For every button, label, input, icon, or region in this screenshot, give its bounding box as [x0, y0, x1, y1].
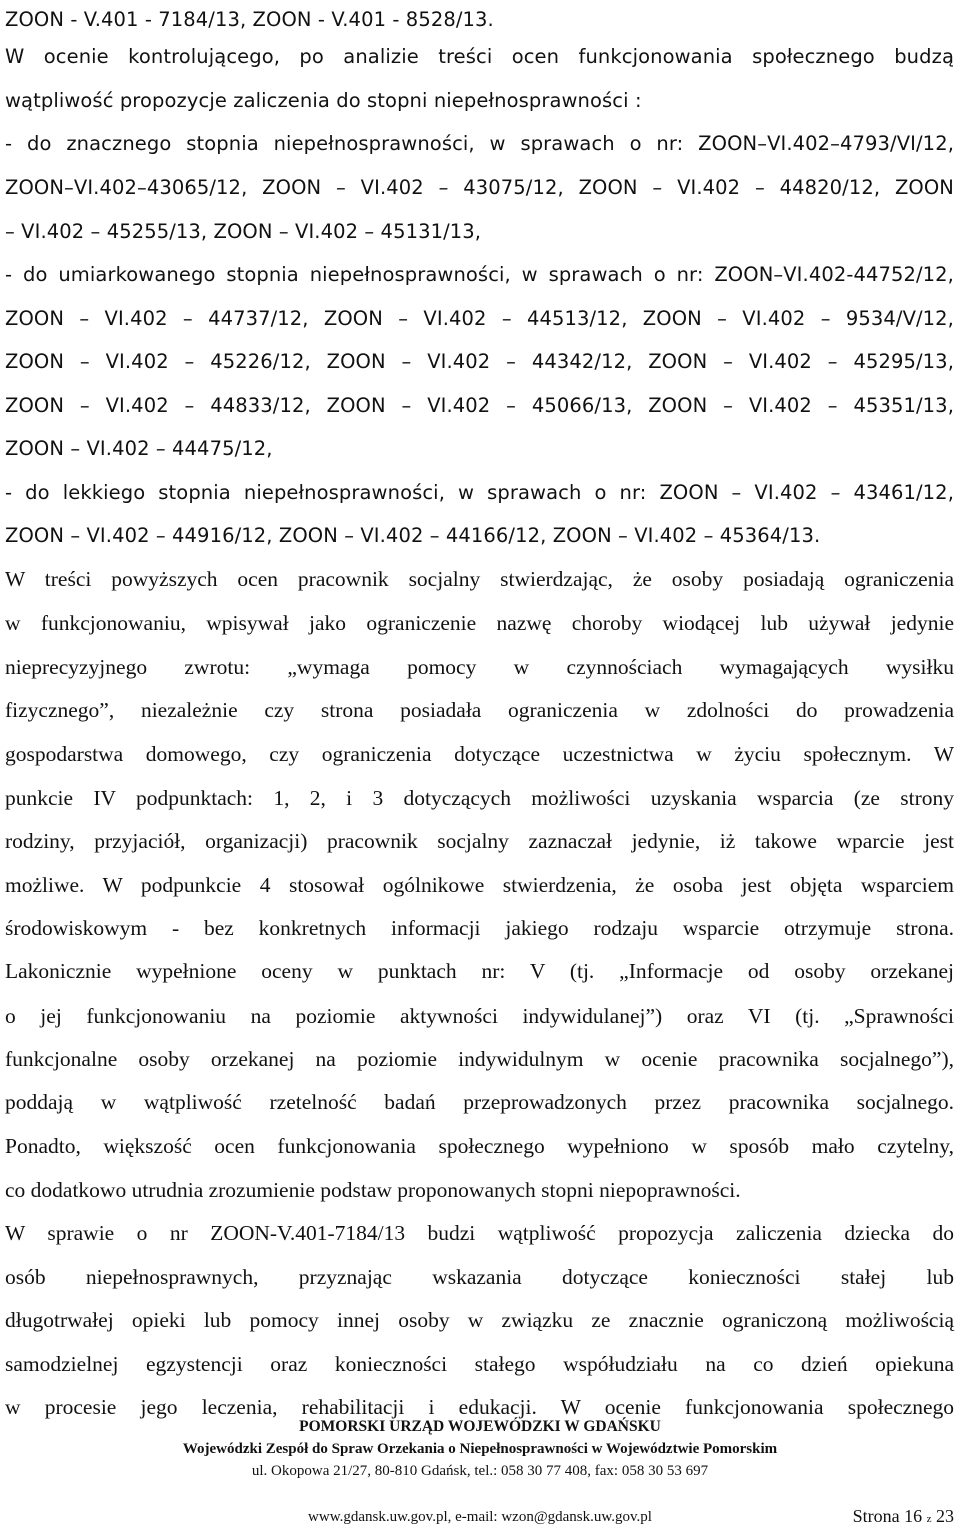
- text-line: - do lekkiego stopnia niepełnosprawności, w sprawach o nr: ZOON – VI.402 – 43461/12,: [5, 481, 954, 504]
- footer-team-name: Wojewódzki Zespół do Spraw Orzekania o Niepełnosprawności w Województwie Pomorskim: [182, 1441, 778, 1457]
- text-line: Lakonicznie wypełnione oceny w punktach nr: V (tj. „Informacje od osoby orzekanej: [5, 959, 954, 983]
- text-line: o jej funkcjonowaniu na poziomie aktywności indywidulanej”) oraz VI (tj. „Sprawności: [5, 1004, 954, 1028]
- text-line: W sprawie o nr ZOON-V.401-7184/13 budzi wątpliwość propozycja zaliczenia dziecka do: [5, 1221, 954, 1245]
- text-line: długotrwałej opieki lub pomocy innej osoby w związku ze znacznie ograniczoną możliwością: [5, 1308, 954, 1332]
- text-line: ZOON – VI.402 – 44833/12, ZOON – VI.402 – 45066/13, ZOON – VI.402 – 45351/13,: [5, 394, 954, 417]
- text-line: W treści powyższych ocen pracownik socjalny stwierdzając, że osoby posiadają ograniczenia: [5, 567, 954, 591]
- text-line: co dodatkowo utrudnia zrozumienie podstaw proponowanych stopni niepoprawności.: [5, 1178, 741, 1202]
- text-line: nieprecyzyjnego zwrotu: „wymaga pomocy w czynnościach wymagających wysiłku: [5, 655, 954, 679]
- text-line: funkcjonalne osoby orzekanej na poziomie indywidulnym w ocenie pracownika socjalnego”),: [5, 1047, 954, 1071]
- text-line: punkcie IV podpunktach: 1, 2, i 3 dotyczących możliwości uzyskania wsparcia (ze strony: [5, 786, 954, 810]
- text-line: samodzielnej egzystencji oraz konieczności stałego współudziału na co dzień opiekuna: [5, 1352, 954, 1376]
- text-line: w procesie jego leczenia, rehabilitacji i edukacji. W ocenie funkcjonowania społecznego: [5, 1395, 954, 1419]
- text-line: możliwe. W podpunkcie 4 stosował ogólnikowe stwierdzenia, że osoba jest objęta wsparciem: [5, 873, 954, 897]
- text-line: osób niepełnosprawnych, przyznając wskazania dotyczące konieczności stałej lub: [5, 1265, 954, 1289]
- text-line: środowiskowym - bez konkretnych informacji jakiego rodzaju wsparcie otrzymuje strona.: [5, 916, 954, 940]
- footer-office-name: POMORSKI URZĄD WOJEWÓDZKI W GDAŃSKU: [299, 1418, 661, 1435]
- text-line: Ponadto, większość ocen funkcjonowania społecznego wypełniono w sposób mało czytelny,: [5, 1134, 954, 1158]
- text-line: ZOON – VI.402 – 44916/12, ZOON – VI.402 – 44166/12, ZOON – VI.402 – 45364/13.: [5, 524, 821, 547]
- page-number: [853, 1506, 954, 1529]
- text-line: – VI.402 – 45255/13, ZOON – VI.402 – 45131/13,: [5, 220, 482, 243]
- text-line: poddają w wątpliwość rzetelność badań przeprowadzonych przez pracownika socjalnego.: [5, 1090, 954, 1114]
- footer-web-contact: www.gdansk.uw.gov.pl, e-mail: wzon@gdansk.uw.gov.pl: [308, 1509, 652, 1525]
- text-line: ZOON – VI.402 – 44475/12,: [5, 437, 273, 460]
- page-total: 23: [936, 1506, 954, 1526]
- page-label: Strona: [852, 1506, 900, 1526]
- text-line: - do umiarkowanego stopnia niepełnosprawności, w sprawach o nr: ZOON–VI.402-44752/12,: [5, 263, 954, 286]
- text-line: ZOON - V.401 - 7184/13, ZOON - V.401 - 8528/13.: [5, 8, 494, 31]
- text-line: ZOON–VI.402–43065/12, ZOON – VI.402 – 43075/12, ZOON – VI.402 – 44820/12, ZOON: [5, 176, 954, 199]
- page-separator: z: [926, 1513, 932, 1525]
- text-line: gospodarstwa domowego, czy ograniczenia dotyczące uczestnictwa w życiu społecznym. W: [5, 742, 954, 766]
- text-line: rodziny, przyjaciół, organizacji) pracownik socjalny zaznaczał jedynie, iż takowe wparcie jest: [5, 829, 954, 853]
- text-line: w funkcjonowaniu, wpisywał jako ograniczenie nazwę choroby wiodącej lub używał jedynie: [5, 611, 954, 635]
- text-line: wątpliwość propozycje zaliczenia do stopni niepełnosprawności :: [5, 89, 642, 112]
- page-current: 16: [904, 1506, 923, 1526]
- text-line: - do znacznego stopnia niepełnosprawności, w sprawach o nr: ZOON–VI.402–4793/VI/12,: [5, 132, 954, 155]
- text-line: fizycznego”, niezależnie czy strona posiadała ograniczenia w zdolności do prowadzenia: [5, 698, 954, 722]
- text-line: W ocenie kontrolującego, po analizie treści ocen funkcjonowania społecznego budzą: [5, 45, 954, 68]
- text-line: ZOON – VI.402 – 45226/12, ZOON – VI.402 – 44342/12, ZOON – VI.402 – 45295/13,: [5, 350, 954, 373]
- footer-address: ul. Okopowa 21/27, 80-810 Gdańsk, tel.: 058 30 77 408, fax: 058 30 53 697: [251, 1463, 709, 1479]
- text-line: ZOON – VI.402 – 44737/12, ZOON – VI.402 – 44513/12, ZOON – VI.402 – 9534/V/12,: [5, 307, 954, 330]
